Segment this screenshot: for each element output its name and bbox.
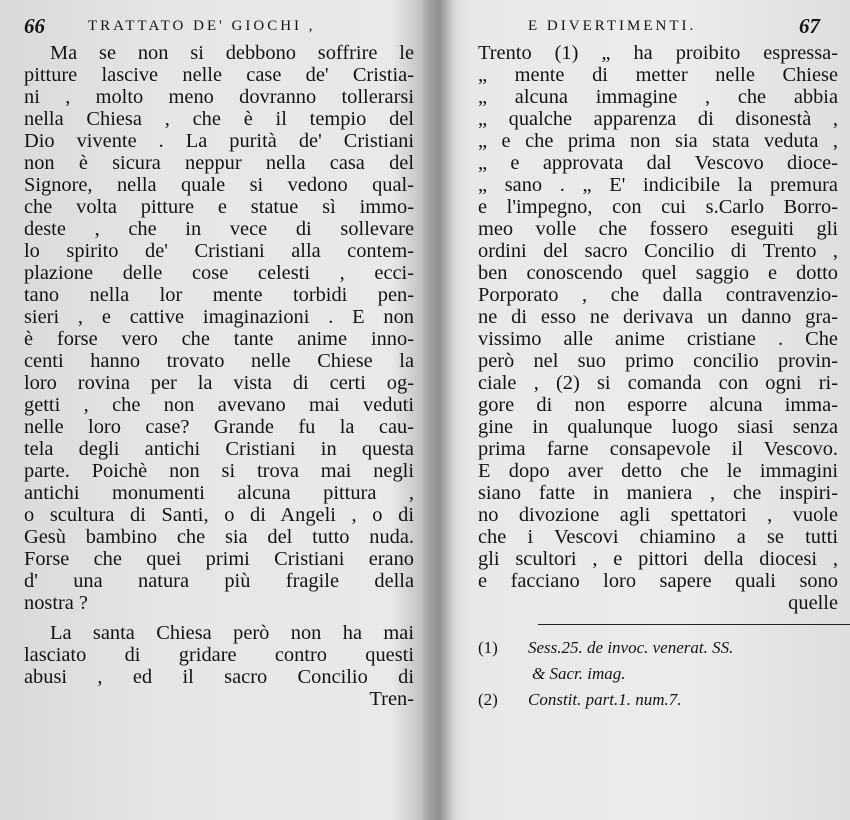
text-line: non è sicura neppur nella casa del [24,152,414,174]
footnote-text: Constit. part.1. num.7. [528,690,682,709]
text-line: meo volle che fossero eseguiti gli [478,218,838,240]
text-line: e l'impegno, con cui s.Carlo Borro- [478,196,838,218]
footnote [478,687,838,713]
text-line: gine in qualunque luogo siasi senza [478,416,838,438]
text-line: gli scultori , e pittori della diocesi , [478,548,838,570]
text-line: centi hanno trovato nelle Chiese la [24,350,414,372]
text-line: gore di non esporre alcuna imma- [478,394,838,416]
text-line: abusi , ed il sacro Concilio di [24,666,414,688]
text-line: Tren- [369,688,414,710]
text-line: che volta pitture e statue sì immo- [24,196,414,218]
right-page [448,0,850,820]
text-line: nelle loro case? Grande fu la cau- [24,416,414,438]
footnote [478,635,838,661]
text-line: deste , che in vece di sollevare [24,218,414,240]
text-line: „ e approvata dal Vescovo dioce- [478,152,838,174]
text-line: „ alcuna immagine , che abbia [478,86,838,108]
text-line: „ mente di metter nelle Chiese [478,64,838,86]
text-line: lo spirito de' Cristiani alla contem- [24,240,414,262]
left-page-header [24,14,414,42]
text-line: getti , che non avevano mai veduti [24,394,414,416]
text-line: Porporato , che dalla contravenzio- [478,284,838,306]
text-line: tano nella lor mente torbidi pen- [24,284,414,306]
text-line: o scultura di Santi, o di Angeli , o di [24,504,414,526]
footnotes [478,635,838,713]
running-title: E DIVERTIMENTI. [528,18,697,34]
text-line: ne di esso ne derivava un danno gra- [478,306,838,328]
footnote-continuation: & Sacr. imag. [532,664,626,683]
footnote-rule [538,624,850,625]
text-line: vissimo alle anime cristiane . Che [478,328,838,350]
text-line: tela degli antichi Cristiani in questa [24,438,414,460]
text-line: no divozione agli spettatori , vuole [478,504,838,526]
footnote-mark: (1) [478,638,498,657]
text-line: nostra ? [24,592,88,614]
left-page-text [24,42,414,710]
text-line: antichi monumenti alcuna pittura , [24,482,414,504]
text-line: siano fatte in maniera , che inspiri- [478,482,838,504]
text-line: Dio vivente . La purità de' Cristiani [24,130,414,152]
text-line: e facciano loro sapere quali sono [478,570,838,592]
text-line: Signore, nella quale si vedono qual- [24,174,414,196]
text-line: ciale , (2) si comanda con ogni ri- [478,372,838,394]
text-line: sieri , e cattive imaginazioni . E non [24,306,414,328]
text-line: „ e che prima non sia stata veduta , [478,130,838,152]
text-line: „ sano . „ E' indicibile la premura [478,174,838,196]
text-line: quelle [788,592,838,614]
text-line: che i Vescovi chiamino a se tutti [478,526,838,548]
page-number: 67 [799,14,820,38]
text-line: d' una natura più fragile della [24,570,414,592]
text-line: ben conoscendo quel saggio e dotto [478,262,838,284]
text-line: E dopo aver detto che le immagini [478,460,838,482]
text-line: Gesù bambino che sia del tutto nuda. [24,526,414,548]
text-line: ordini del sacro Concilio di Trento , [478,240,838,262]
text-line: nella Chiesa , che è il tempio del [24,108,414,130]
text-line: è forse vero che tante anime inno- [24,328,414,350]
text-line: La santa Chiesa però non ha mai [50,622,414,644]
text-line: loro rovina per la vista di certi og- [24,372,414,394]
text-line: Ma se non si debbono soffrire le [50,42,414,64]
text-line: „ qualche apparenza di disonestà , [478,108,838,130]
running-title: TRATTATO DE' GIOCHI , [88,18,316,34]
text-line: pitture lascive nelle case de' Cristia- [24,64,414,86]
text-line: prima farne consapevole il Vescovo. [478,438,838,460]
right-page-header [478,14,838,42]
text-line: ni , molto meno dovranno tollerarsi [24,86,414,108]
text-line: plazione delle cose celesti , ecci- [24,262,414,284]
footnote-text: Sess.25. de invoc. venerat. SS. [528,638,734,657]
footnote-mark: (2) [478,690,498,709]
text-line: parte. Poichè non si trova mai negli [24,460,414,482]
text-line: Forse che quei primi Cristiani erano [24,548,414,570]
right-page-text [478,42,838,614]
text-line: però nel suo primo concilio provin- [478,350,838,372]
page-number: 66 [24,14,45,38]
text-line: Trento (1) „ ha proibito espressa- [478,42,838,64]
text-line: lasciato di gridare contro questi [24,644,414,666]
